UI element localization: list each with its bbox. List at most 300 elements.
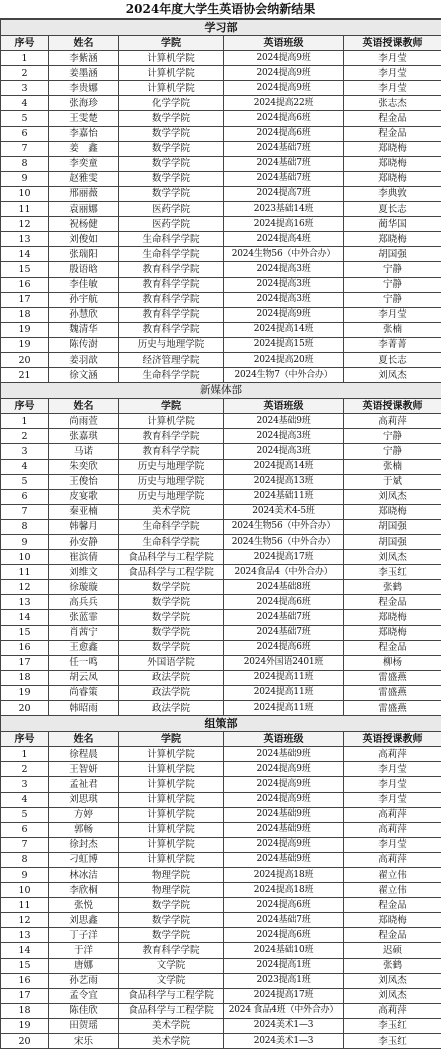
english-teacher-cell: 柳杨	[344, 655, 441, 670]
english-teacher-cell: 李玉红	[344, 1018, 441, 1033]
row-number-cell: 4	[1, 96, 49, 111]
college-cell: 美术学院	[119, 504, 224, 519]
row-number-cell: 19	[1, 1018, 49, 1033]
student-name-cell: 王愈鑫	[49, 640, 119, 655]
row-number-cell: 4	[1, 792, 49, 807]
row-number-cell: 8	[1, 519, 49, 534]
section-title: 学习部	[1, 20, 441, 36]
college-cell: 数学学院	[119, 580, 224, 595]
english-class-cell: 2024提高3班	[224, 429, 344, 444]
english-teacher-cell: 高莉萍	[344, 747, 441, 762]
college-cell: 计算机学院	[119, 66, 224, 81]
english-class-cell: 2024外国语2401班	[224, 655, 344, 670]
english-teacher-cell: 刘凤杰	[344, 550, 441, 565]
student-name-cell: 孙安静	[49, 535, 119, 550]
student-name-cell: 徐璇璇	[49, 580, 119, 595]
table-row	[1, 1018, 441, 1033]
column-header-college: 学院	[119, 399, 224, 414]
student-name-cell: 崔滨倩	[49, 550, 119, 565]
row-number-cell: 14	[1, 247, 49, 262]
student-name-cell: 宋乐	[49, 1034, 119, 1049]
table-row	[1, 988, 441, 1003]
college-cell: 生命科学学院	[119, 232, 224, 247]
english-teacher-cell: 胡国强	[344, 535, 441, 550]
student-name-cell: 于洋	[49, 943, 119, 958]
row-number-cell: 10	[1, 186, 49, 201]
student-name-cell: 刘思琪	[49, 792, 119, 807]
english-teacher-cell: 李月莹	[344, 51, 441, 66]
table-row	[1, 247, 441, 262]
table-row	[1, 973, 441, 988]
row-number-cell: 7	[1, 837, 49, 852]
english-class-cell: 2024生物56（中外合办）	[224, 519, 344, 534]
college-cell: 政法学院	[119, 670, 224, 685]
student-name-cell: 徐程晨	[49, 747, 119, 762]
college-cell: 数学学院	[119, 141, 224, 156]
column-header-row-number: 序号	[1, 36, 49, 51]
english-class-cell: 2024提高4班	[224, 232, 344, 247]
student-name-cell: 方婷	[49, 807, 119, 822]
college-cell: 教育科学学院	[119, 307, 224, 322]
english-teacher-cell: 程金品	[344, 126, 441, 141]
student-name-cell: 刁虹博	[49, 852, 119, 867]
english-class-cell: 2024提高20班	[224, 352, 344, 367]
english-class-cell: 2024提高3班	[224, 292, 344, 307]
row-number-cell: 6	[1, 126, 49, 141]
english-class-cell: 2024提高11班	[224, 670, 344, 685]
english-teacher-cell: 翟立伟	[344, 883, 441, 898]
table-row	[1, 489, 441, 504]
college-cell: 数学学院	[119, 156, 224, 171]
row-number-cell: 16	[1, 277, 49, 292]
english-class-cell: 2024基础10班	[224, 943, 344, 958]
english-teacher-cell: 郑晓梅	[344, 156, 441, 171]
column-header-row	[1, 399, 441, 414]
row-number-cell: 1	[1, 51, 49, 66]
table-row	[1, 232, 441, 247]
table-row	[1, 958, 441, 973]
row-number-cell: 21	[1, 368, 49, 383]
table-row	[1, 580, 441, 595]
english-class-cell: 2024基础9班	[224, 822, 344, 837]
english-class-cell: 2024提高15班	[224, 337, 344, 352]
row-number-cell: 11	[1, 202, 49, 217]
college-cell: 计算机学院	[119, 777, 224, 792]
english-class-cell: 2024食品4（中外合办）	[224, 565, 344, 580]
column-header-english-teacher: 英语授课教师	[344, 36, 441, 51]
student-name-cell: 尚睿策	[49, 685, 119, 700]
student-name-cell: 林冰洁	[49, 867, 119, 882]
table-row	[1, 81, 441, 96]
student-name-cell: 袁丽娜	[49, 202, 119, 217]
row-number-cell: 8	[1, 156, 49, 171]
student-name-cell: 李嘉怡	[49, 126, 119, 141]
table-row	[1, 429, 441, 444]
student-name-cell: 姜羽歆	[49, 352, 119, 367]
english-teacher-cell: 雷盛燕	[344, 685, 441, 700]
english-class-cell: 2024基础8班	[224, 580, 344, 595]
english-class-cell: 2024提高14班	[224, 459, 344, 474]
row-number-cell: 7	[1, 504, 49, 519]
english-teacher-cell: 刘凤杰	[344, 973, 441, 988]
english-teacher-cell: 李月莹	[344, 837, 441, 852]
english-teacher-cell: 刘凤杰	[344, 489, 441, 504]
english-class-cell: 2024美术4-5班	[224, 504, 344, 519]
college-cell: 生命科学学院	[119, 247, 224, 262]
row-number-cell: 20	[1, 1034, 49, 1049]
english-teacher-cell: 宁静	[344, 277, 441, 292]
table-row	[1, 867, 441, 882]
english-class-cell: 2024提高14班	[224, 322, 344, 337]
student-name-cell: 唐娜	[49, 958, 119, 973]
english-teacher-cell: 宁静	[344, 292, 441, 307]
table-row	[1, 701, 441, 716]
table-row	[1, 186, 441, 201]
english-class-cell: 2024提高1班	[224, 958, 344, 973]
table-row	[1, 792, 441, 807]
english-teacher-cell: 宁静	[344, 262, 441, 277]
table-row	[1, 837, 441, 852]
student-name-cell: 孟祉君	[49, 777, 119, 792]
table-row	[1, 883, 441, 898]
english-teacher-cell: 高莉萍	[344, 852, 441, 867]
row-number-cell: 11	[1, 898, 49, 913]
student-name-cell: 孙艺雨	[49, 973, 119, 988]
student-name-cell: 刘俊如	[49, 232, 119, 247]
student-name-cell: 王雯楚	[49, 111, 119, 126]
english-teacher-cell: 夏长志	[344, 202, 441, 217]
english-class-cell: 2024提高9班	[224, 837, 344, 852]
college-cell: 教育科学学院	[119, 262, 224, 277]
table-row	[1, 217, 441, 232]
table-row	[1, 655, 441, 670]
student-name-cell: 李紫涵	[49, 51, 119, 66]
row-number-cell: 19	[1, 685, 49, 700]
table-row	[1, 337, 441, 352]
college-cell: 文学院	[119, 958, 224, 973]
english-teacher-cell: 高莉萍	[344, 1003, 441, 1018]
student-name-cell: 张海珍	[49, 96, 119, 111]
row-number-cell: 11	[1, 565, 49, 580]
english-teacher-cell: 高莉萍	[344, 822, 441, 837]
table-row	[1, 307, 441, 322]
english-class-cell: 2024提高9班	[224, 51, 344, 66]
college-cell: 医药学院	[119, 217, 224, 232]
table-row	[1, 322, 441, 337]
college-cell: 外国语学院	[119, 655, 224, 670]
college-cell: 文学院	[119, 973, 224, 988]
section-header-row	[1, 20, 441, 36]
student-name-cell: 陈佳欣	[49, 1003, 119, 1018]
student-name-cell: 韩馨月	[49, 519, 119, 534]
student-name-cell: 祝杨健	[49, 217, 119, 232]
english-class-cell: 2024基础9班	[224, 852, 344, 867]
student-name-cell: 邢丽薇	[49, 186, 119, 201]
student-name-cell: 李佳敏	[49, 277, 119, 292]
table-row	[1, 277, 441, 292]
college-cell: 计算机学院	[119, 414, 224, 429]
results-table	[0, 19, 441, 1049]
table-row	[1, 928, 441, 943]
student-name-cell: 秦亚楠	[49, 504, 119, 519]
student-name-cell: 王智妍	[49, 762, 119, 777]
student-name-cell: 刘思鑫	[49, 913, 119, 928]
row-number-cell: 19	[1, 322, 49, 337]
english-class-cell: 2024基础9班	[224, 807, 344, 822]
college-cell: 政法学院	[119, 701, 224, 716]
english-teacher-cell: 郑晓梅	[344, 913, 441, 928]
row-number-cell: 16	[1, 640, 49, 655]
english-class-cell: 2024提高6班	[224, 111, 344, 126]
student-name-cell: 胡云凤	[49, 670, 119, 685]
english-teacher-cell: 郑晓梅	[344, 610, 441, 625]
table-row	[1, 1034, 441, 1049]
college-cell: 食品科学与工程学院	[119, 1003, 224, 1018]
english-class-cell: 2024提高9班	[224, 307, 344, 322]
student-name-cell: 赵雅雯	[49, 171, 119, 186]
college-cell: 数学学院	[119, 640, 224, 655]
table-row	[1, 444, 441, 459]
english-teacher-cell: 张楠	[344, 459, 441, 474]
section-title: 组策部	[1, 716, 441, 732]
english-class-cell: 2024提高11班	[224, 685, 344, 700]
table-row	[1, 352, 441, 367]
english-teacher-cell: 宁静	[344, 429, 441, 444]
student-name-cell: 马诺	[49, 444, 119, 459]
english-teacher-cell: 李菁菁	[344, 337, 441, 352]
english-class-cell: 2024基础9班	[224, 747, 344, 762]
college-cell: 计算机学院	[119, 81, 224, 96]
table-row	[1, 171, 441, 186]
table-row	[1, 474, 441, 489]
college-cell: 教育科学学院	[119, 943, 224, 958]
row-number-cell: 3	[1, 777, 49, 792]
college-cell: 历史与地理学院	[119, 474, 224, 489]
student-name-cell: 姜 鑫	[49, 141, 119, 156]
english-class-cell: 2024提高3班	[224, 262, 344, 277]
student-name-cell: 任一鸣	[49, 655, 119, 670]
table-row	[1, 565, 441, 580]
college-cell: 数学学院	[119, 171, 224, 186]
table-row	[1, 610, 441, 625]
row-number-cell: 5	[1, 807, 49, 822]
column-header-student-name: 姓名	[49, 36, 119, 51]
student-name-cell: 李奕童	[49, 156, 119, 171]
college-cell: 数学学院	[119, 610, 224, 625]
row-number-cell: 18	[1, 1003, 49, 1018]
student-name-cell: 孙慧欣	[49, 307, 119, 322]
student-name-cell: 皮宴歌	[49, 489, 119, 504]
english-class-cell: 2024提高6班	[224, 595, 344, 610]
row-number-cell: 20	[1, 352, 49, 367]
row-number-cell: 19	[1, 337, 49, 352]
college-cell: 数学学院	[119, 126, 224, 141]
table-row	[1, 943, 441, 958]
student-name-cell: 高兵兵	[49, 595, 119, 610]
college-cell: 政法学院	[119, 685, 224, 700]
english-class-cell: 2024基础7班	[224, 913, 344, 928]
college-cell: 数学学院	[119, 898, 224, 913]
table-row	[1, 535, 441, 550]
column-header-english-class: 英语班级	[224, 399, 344, 414]
english-teacher-cell: 程金品	[344, 640, 441, 655]
row-number-cell: 9	[1, 867, 49, 882]
college-cell: 计算机学院	[119, 747, 224, 762]
english-class-cell: 2024提高18班	[224, 883, 344, 898]
english-teacher-cell: 李典敦	[344, 186, 441, 201]
column-header-student-name: 姓名	[49, 399, 119, 414]
student-name-cell: 张瑞阳	[49, 247, 119, 262]
english-teacher-cell: 李月莹	[344, 81, 441, 96]
english-teacher-cell: 于斌	[344, 474, 441, 489]
student-name-cell: 姜墨涵	[49, 66, 119, 81]
english-class-cell: 2024提高16班	[224, 217, 344, 232]
student-name-cell: 丁子洋	[49, 928, 119, 943]
table-row	[1, 852, 441, 867]
english-class-cell: 2023基础14班	[224, 202, 344, 217]
student-name-cell: 张悦	[49, 898, 119, 913]
college-cell: 数学学院	[119, 595, 224, 610]
english-teacher-cell: 张楠	[344, 322, 441, 337]
english-teacher-cell: 李月莹	[344, 66, 441, 81]
table-row	[1, 111, 441, 126]
college-cell: 计算机学院	[119, 822, 224, 837]
student-name-cell: 李欣桐	[49, 883, 119, 898]
table-row	[1, 96, 441, 111]
section-header-row	[1, 383, 441, 399]
table-row	[1, 414, 441, 429]
table-row	[1, 202, 441, 217]
row-number-cell: 17	[1, 292, 49, 307]
student-name-cell: 郭畅	[49, 822, 119, 837]
row-number-cell: 1	[1, 747, 49, 762]
english-class-cell: 2024提高9班	[224, 762, 344, 777]
college-cell: 历史与地理学院	[119, 459, 224, 474]
table-row	[1, 51, 441, 66]
college-cell: 教育科学学院	[119, 429, 224, 444]
college-cell: 食品科学与工程学院	[119, 988, 224, 1003]
english-class-cell: 2024美术1—3	[224, 1034, 344, 1049]
row-number-cell: 9	[1, 171, 49, 186]
english-class-cell: 2024基础11班	[224, 489, 344, 504]
english-teacher-cell: 郑晓梅	[344, 171, 441, 186]
english-teacher-cell: 高莉萍	[344, 807, 441, 822]
row-number-cell: 14	[1, 610, 49, 625]
college-cell: 化学学院	[119, 96, 224, 111]
table-row	[1, 459, 441, 474]
english-teacher-cell: 张鹤	[344, 580, 441, 595]
column-header-college: 学院	[119, 732, 224, 747]
column-header-row-number: 序号	[1, 399, 49, 414]
row-number-cell: 12	[1, 913, 49, 928]
english-teacher-cell: 刘凤杰	[344, 988, 441, 1003]
college-cell: 计算机学院	[119, 792, 224, 807]
row-number-cell: 8	[1, 852, 49, 867]
english-teacher-cell: 郑晓梅	[344, 141, 441, 156]
row-number-cell: 2	[1, 429, 49, 444]
column-header-english-class: 英语班级	[224, 732, 344, 747]
english-class-cell: 2023提高1班	[224, 973, 344, 988]
table-row	[1, 292, 441, 307]
row-number-cell: 3	[1, 444, 49, 459]
english-teacher-cell: 翟立伟	[344, 867, 441, 882]
english-teacher-cell: 蔺华国	[344, 217, 441, 232]
english-teacher-cell: 刘凤杰	[344, 368, 441, 383]
college-cell: 历史与地理学院	[119, 489, 224, 504]
english-class-cell: 2024 食品4班（中外合办）	[224, 1003, 344, 1018]
section-header-row	[1, 716, 441, 732]
college-cell: 美术学院	[119, 1018, 224, 1033]
college-cell: 计算机学院	[119, 51, 224, 66]
column-header-english-class: 英语班级	[224, 36, 344, 51]
english-teacher-cell: 李玉红	[344, 1034, 441, 1049]
row-number-cell: 5	[1, 111, 49, 126]
college-cell: 物理学院	[119, 883, 224, 898]
table-row	[1, 762, 441, 777]
college-cell: 数学学院	[119, 625, 224, 640]
english-class-cell: 2024提高9班	[224, 81, 344, 96]
english-class-cell: 2024提高11班	[224, 701, 344, 716]
student-name-cell: 徐文涵	[49, 368, 119, 383]
college-cell: 生命科学学院	[119, 519, 224, 534]
row-number-cell: 17	[1, 988, 49, 1003]
row-number-cell: 15	[1, 262, 49, 277]
row-number-cell: 10	[1, 883, 49, 898]
results-table-body	[1, 20, 441, 1049]
column-header-college: 学院	[119, 36, 224, 51]
row-number-cell: 9	[1, 535, 49, 550]
row-number-cell: 2	[1, 66, 49, 81]
college-cell: 数学学院	[119, 186, 224, 201]
student-name-cell: 徐封杰	[49, 837, 119, 852]
english-teacher-cell: 胡国强	[344, 519, 441, 534]
row-number-cell: 2	[1, 762, 49, 777]
college-cell: 计算机学院	[119, 807, 224, 822]
row-number-cell: 16	[1, 973, 49, 988]
student-name-cell: 李贵娜	[49, 81, 119, 96]
college-cell: 美术学院	[119, 1034, 224, 1049]
table-row	[1, 550, 441, 565]
student-name-cell: 魏清华	[49, 322, 119, 337]
english-teacher-cell: 迟硕	[344, 943, 441, 958]
college-cell: 经济管理学院	[119, 352, 224, 367]
college-cell: 计算机学院	[119, 852, 224, 867]
english-class-cell: 2024基础7班	[224, 171, 344, 186]
table-row	[1, 595, 441, 610]
college-cell: 数学学院	[119, 928, 224, 943]
table-row	[1, 156, 441, 171]
student-name-cell: 朱奕欣	[49, 459, 119, 474]
table-row	[1, 66, 441, 81]
english-class-cell: 2024提高17班	[224, 988, 344, 1003]
english-teacher-cell: 李月莹	[344, 792, 441, 807]
english-class-cell: 2024提高9班	[224, 792, 344, 807]
table-row	[1, 777, 441, 792]
column-header-english-teacher: 英语授课教师	[344, 732, 441, 747]
student-name-cell: 韩昭雨	[49, 701, 119, 716]
table-row	[1, 126, 441, 141]
student-name-cell: 张蓝霏	[49, 610, 119, 625]
college-cell: 计算机学院	[119, 762, 224, 777]
english-teacher-cell: 程金品	[344, 595, 441, 610]
english-class-cell: 2024提高3班	[224, 277, 344, 292]
row-number-cell: 5	[1, 474, 49, 489]
section-title: 新媒体部	[1, 383, 441, 399]
row-number-cell: 6	[1, 822, 49, 837]
student-name-cell: 刘维文	[49, 565, 119, 580]
english-class-cell: 2024基础7班	[224, 141, 344, 156]
table-row	[1, 822, 441, 837]
